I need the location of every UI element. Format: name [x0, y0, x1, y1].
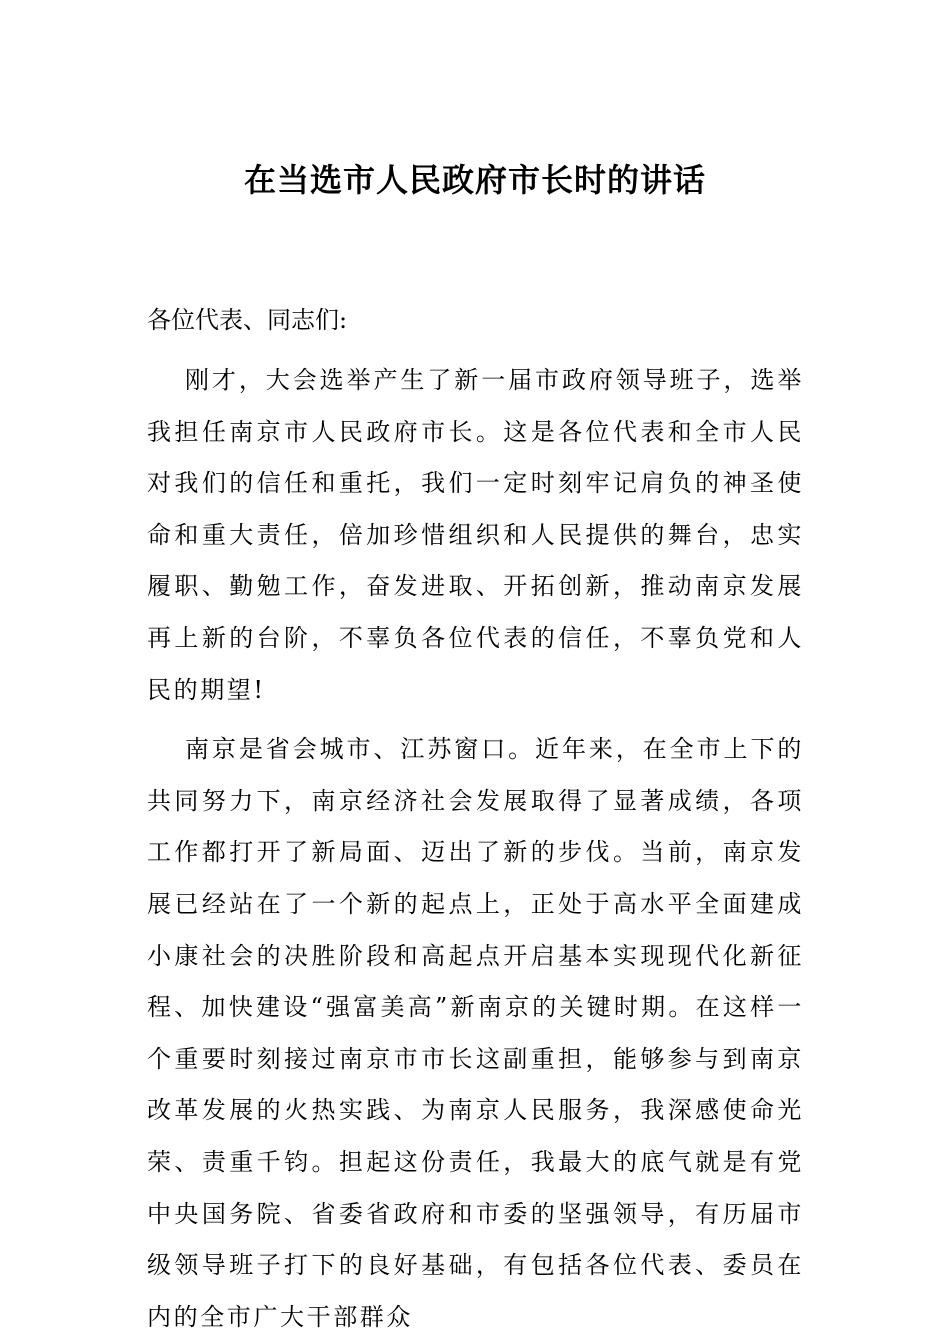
- paragraph-1: 刚才，大会选举产生了新一届市政府领导班子，选举我担任南京市人民政府市长。这是各位代表和全市人民对我们的信任和重托，我们一定时刻牢记肩负的神圣使命和重大责任，倍加珍惜组织和人民提供的舞台，忠实履职、勤勉工作，奋发进取、开拓创新，推动南京发展再上新的台阶，不辜负各位代表的信任，不辜负党和人民的期望!: [147, 366, 804, 704]
- document-body: [147, 355, 804, 1343]
- document-title: 在当选市人民政府市长时的讲话: [243, 161, 706, 199]
- salutation: 各位代表、同志们:: [147, 306, 348, 334]
- paragraph-2: 南京是省会城市、江苏窗口。近年来，在全市上下的共同努力下，南京经济社会发展取得了显著成绩，各项工作都打开了新局面、迈出了新的步伐。当前，南京发展已经站在了一个新的起点上，正处于高水平全面建成小康社会的决胜阶段和高起点开启基本实现现代化新征程、加快建设“强富美高”新南京的关键时期。在这样一个重要时刻接过南京市市长这副重担，能够参与到南京改革发展的火热实践、为南京人民服务，我深感使命光荣、责重千钧。担起这份责任，我最大的底气就是有党中央国务院、省委省政府和市委的坚强领导，有历届市级领导班子打下的良好基础，有包括各位代表、委员在内的全市广大干部群众: [147, 735, 804, 1331]
